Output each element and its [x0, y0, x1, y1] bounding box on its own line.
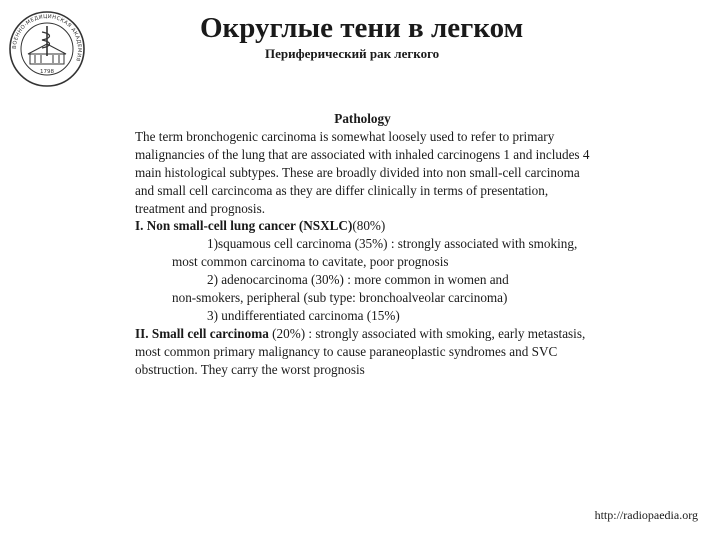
item2-rest: non-smokers, peripheral (sub type: bronchoalveolar carcinoma) — [172, 290, 508, 306]
section-heading: Pathology — [334, 111, 391, 126]
section1-title: I. Non small-cell lung cancer (NSXLC) — [135, 218, 353, 234]
section2-paragraph — [135, 325, 590, 379]
intro-paragraph: The term bronchogenic carcinoma is somewhat loosely used to refer to primary malignancies of the lung that are associated with inhaled carcinogens 1 and includes 4 main histological subtypes. These are broadly divided into non small-cell carcinoma and small cell carcincoma as they are differ clinically in terms of presentation, treatment and prognosis. — [135, 128, 590, 216]
section2-text: (20%) : strongly associated with smoking, early metastasis, most common primary malignancy to cause paraneoplastic syndromes and SVC obstruction. They carry the worst prognosis — [135, 325, 586, 377]
section1-line — [135, 217, 590, 235]
slide-subtitle: Периферический рак легкого — [265, 46, 440, 61]
item1-text: 1)squamous cell carcinoma (35%) : strongly associated with smoking, most common carcinoma to cavitate, poor prognosis — [172, 236, 578, 270]
item3-text: 3) undifferentiated carcinoma (15%) — [207, 307, 400, 323]
seal-year: 1798 — [40, 69, 54, 75]
list-item-undiff — [135, 307, 590, 325]
university-seal-icon — [8, 10, 86, 88]
source-link[interactable]: http://radiopaedia.org — [594, 508, 698, 522]
slide-body — [135, 110, 590, 379]
slide-title: Округлые тени в легком — [200, 12, 524, 44]
section1-percent: (80%) — [352, 218, 386, 234]
list-item-squamous — [135, 235, 590, 271]
seal-ring-text: ВОЕННО-МЕДИЦИНСКАЯ АКАДЕМИЯ — [11, 13, 83, 63]
section2-title: II. Small cell carcinoma — [135, 325, 269, 341]
list-item-adeno — [135, 271, 590, 307]
item2-first: 2) adenocarcinoma (30%) : more common in women and — [207, 272, 509, 288]
